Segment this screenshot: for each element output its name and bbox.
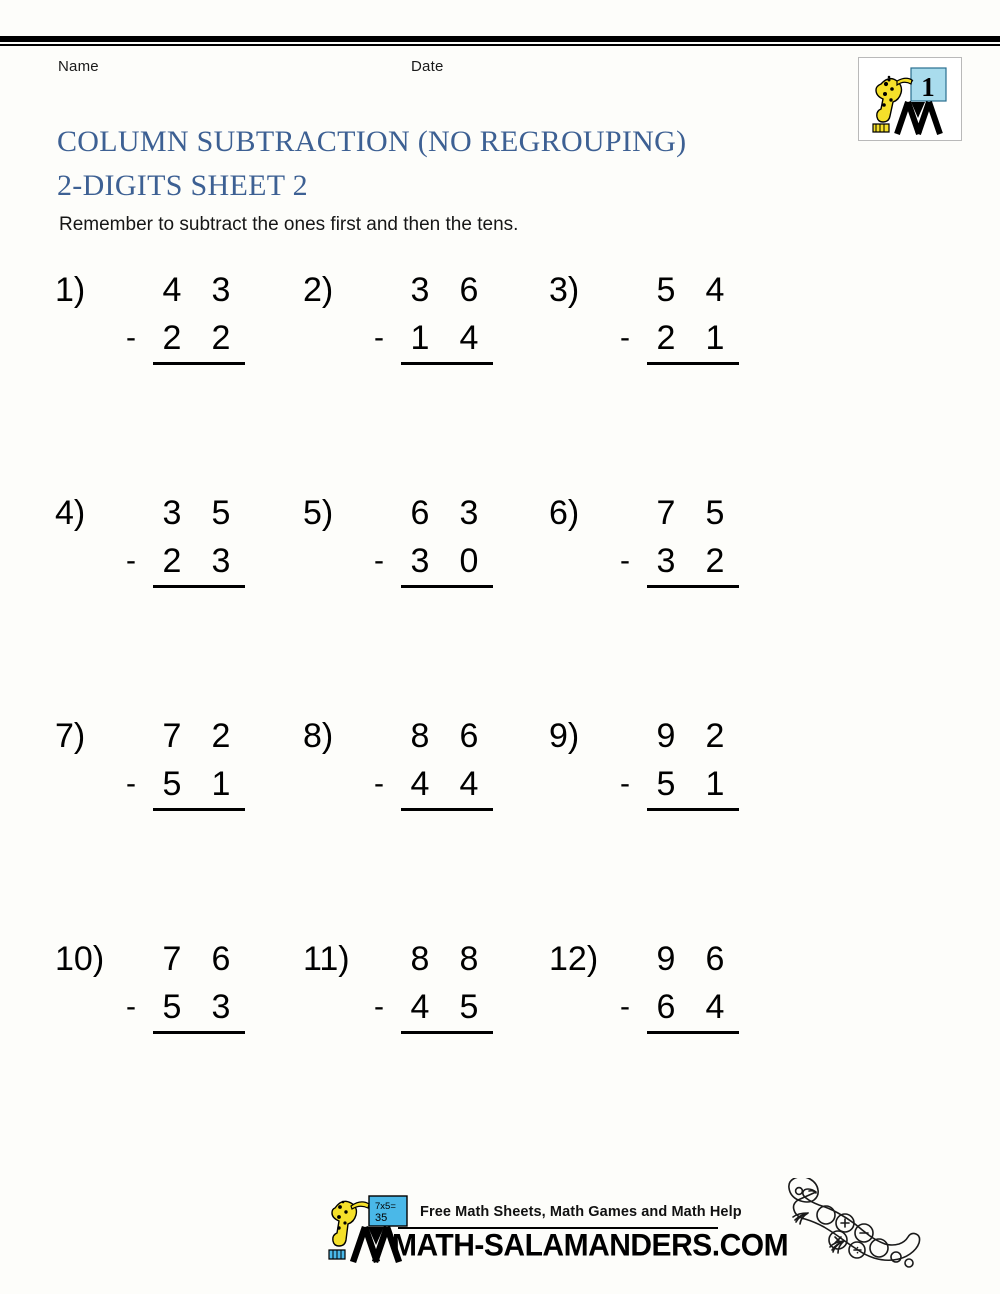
- answer-rule: [153, 362, 245, 365]
- problem-row: [0, 268, 1000, 491]
- problem-item: [55, 491, 305, 611]
- minuend-ones-digit: 2: [211, 717, 231, 755]
- problem-number: 8): [303, 717, 334, 755]
- minuend-row: [407, 714, 503, 762]
- minuend-tens-digit: 3: [162, 494, 182, 532]
- problem-item: [55, 268, 305, 388]
- subtrahend-row: [374, 316, 503, 364]
- minuend-ones-digit: 6: [459, 271, 479, 309]
- minus-operator: -: [620, 544, 630, 577]
- subtrahend-ones-digit: 3: [211, 988, 231, 1026]
- problem-item: [303, 491, 553, 611]
- problem-stack: [126, 714, 255, 810]
- subtrahend-tens-digit: 3: [410, 542, 430, 580]
- minuend-tens-digit: 4: [162, 271, 182, 309]
- minuend-row: [653, 714, 749, 762]
- problem-number: 9): [549, 717, 580, 755]
- subtrahend-row: [620, 762, 749, 810]
- footer-board-line-2: 35: [375, 1212, 388, 1224]
- problem-number: 4): [55, 494, 86, 532]
- minuend-row: [407, 268, 503, 316]
- minuend-tens-digit: 6: [410, 494, 430, 532]
- minuend-tens-digit: 9: [656, 717, 676, 755]
- student-meta-row: [0, 58, 1000, 82]
- problem-stack: [126, 491, 255, 587]
- problem-number: 10): [55, 940, 105, 978]
- problem-number: 2): [303, 271, 334, 309]
- subtrahend-tens-digit: 2: [162, 319, 182, 357]
- minuend-row: [159, 937, 255, 985]
- minuend-ones-digit: 5: [705, 494, 725, 532]
- subtrahend-tens-digit: 3: [656, 542, 676, 580]
- answer-rule: [153, 585, 245, 588]
- worksheet-title-line-2: 2-DIGITS SHEET 2: [57, 169, 308, 202]
- subtrahend-row: [126, 985, 255, 1033]
- problem-stack: [620, 268, 749, 364]
- grade-number-text: 1: [921, 72, 935, 102]
- minuend-row: [653, 491, 749, 539]
- minuend-ones-digit: 8: [459, 940, 479, 978]
- subtrahend-ones-digit: 2: [211, 319, 231, 357]
- minus-operator: -: [620, 990, 630, 1023]
- minuend-row: [407, 937, 503, 985]
- problem-stack: [126, 937, 255, 1033]
- problem-stack: [374, 937, 503, 1033]
- problem-stack: [620, 714, 749, 810]
- problem-number: 1): [55, 271, 86, 309]
- minuend-ones-digit: 3: [211, 271, 231, 309]
- answer-rule: [401, 585, 493, 588]
- subtrahend-tens-digit: 2: [656, 319, 676, 357]
- salamander-outline-icon: [778, 1178, 943, 1273]
- problem-stack: [374, 714, 503, 810]
- subtrahend-ones-digit: 1: [705, 319, 725, 357]
- minuend-row: [159, 491, 255, 539]
- subtrahend-ones-digit: 4: [459, 319, 479, 357]
- minus-operator: -: [126, 767, 136, 800]
- minuend-tens-digit: 8: [410, 940, 430, 978]
- problem-number: 7): [55, 717, 86, 755]
- subtrahend-ones-digit: 1: [705, 765, 725, 803]
- minus-operator: -: [126, 321, 136, 354]
- subtrahend-tens-digit: 2: [162, 542, 182, 580]
- subtrahend-row: [374, 762, 503, 810]
- answer-rule: [647, 585, 739, 588]
- problem-item: [303, 714, 553, 834]
- minuend-row: [653, 937, 749, 985]
- problems-grid: [0, 268, 1000, 1160]
- problem-item: [303, 937, 553, 1057]
- minuend-row: [407, 491, 503, 539]
- answer-rule: [153, 1031, 245, 1034]
- footer-board-line-1: 7x5=: [375, 1201, 396, 1212]
- subtrahend-tens-digit: 1: [410, 319, 430, 357]
- answer-rule: [401, 1031, 493, 1034]
- subtrahend-ones-digit: 4: [705, 988, 725, 1026]
- problem-number: 6): [549, 494, 580, 532]
- problem-item: [55, 937, 305, 1057]
- minus-operator: -: [620, 321, 630, 354]
- minuend-tens-digit: 7: [162, 717, 182, 755]
- minuend-tens-digit: 9: [656, 940, 676, 978]
- minuend-ones-digit: 5: [211, 494, 231, 532]
- date-label: Date: [411, 58, 444, 75]
- subtrahend-ones-digit: 3: [211, 542, 231, 580]
- subtrahend-tens-digit: 6: [656, 988, 676, 1026]
- answer-rule: [647, 362, 739, 365]
- subtrahend-ones-digit: 4: [459, 765, 479, 803]
- subtrahend-row: [620, 985, 749, 1033]
- problem-item: [55, 714, 305, 834]
- minuend-ones-digit: 2: [705, 717, 725, 755]
- top-border-thin-line: [0, 44, 1000, 46]
- minuend-ones-digit: 3: [459, 494, 479, 532]
- minuend-row: [159, 714, 255, 762]
- minus-operator: -: [126, 990, 136, 1023]
- problem-item: [549, 937, 799, 1057]
- subtrahend-tens-digit: 4: [410, 988, 430, 1026]
- minuend-row: [653, 268, 749, 316]
- subtrahend-tens-digit: 5: [656, 765, 676, 803]
- footer-tagline: Free Math Sheets, Math Games and Math Help: [420, 1204, 742, 1220]
- subtrahend-tens-digit: 4: [410, 765, 430, 803]
- subtrahend-row: [374, 985, 503, 1033]
- subtrahend-row: [126, 316, 255, 364]
- subtrahend-ones-digit: 1: [211, 765, 231, 803]
- minuend-ones-digit: 4: [705, 271, 725, 309]
- subtrahend-tens-digit: 5: [162, 765, 182, 803]
- problem-number: 11): [303, 940, 350, 978]
- subtrahend-ones-digit: 2: [705, 542, 725, 580]
- minus-operator: -: [620, 767, 630, 800]
- subtrahend-row: [374, 539, 503, 587]
- subtrahend-row: [126, 539, 255, 587]
- minus-operator: -: [126, 544, 136, 577]
- answer-rule: [401, 362, 493, 365]
- minuend-ones-digit: 6: [459, 717, 479, 755]
- problem-item: [549, 714, 799, 834]
- minuend-row: [159, 268, 255, 316]
- answer-rule: [647, 808, 739, 811]
- problem-number: 3): [549, 271, 580, 309]
- subtrahend-tens-digit: 5: [162, 988, 182, 1026]
- subtrahend-row: [126, 762, 255, 810]
- problem-stack: [374, 491, 503, 587]
- subtrahend-row: [620, 539, 749, 587]
- answer-rule: [647, 1031, 739, 1034]
- subtrahend-ones-digit: 5: [459, 988, 479, 1026]
- subtrahend-row: [620, 316, 749, 364]
- problem-stack: [126, 268, 255, 364]
- problem-item: [549, 268, 799, 388]
- minuend-tens-digit: 5: [656, 271, 676, 309]
- minuend-tens-digit: 7: [162, 940, 182, 978]
- problem-stack: [620, 491, 749, 587]
- problem-item: [549, 491, 799, 611]
- answer-rule: [153, 808, 245, 811]
- minus-operator: -: [374, 767, 384, 800]
- problem-item: [303, 268, 553, 388]
- name-label: Name: [58, 58, 99, 75]
- minuend-tens-digit: 7: [656, 494, 676, 532]
- footer-website-url: MATH-SALAMANDERS.COM: [392, 1228, 789, 1263]
- minus-operator: -: [374, 321, 384, 354]
- minus-operator: -: [374, 544, 384, 577]
- salamander-outline-svg: [778, 1178, 943, 1273]
- subtrahend-ones-digit: 0: [459, 542, 479, 580]
- problem-number: 12): [549, 940, 599, 978]
- problem-row: [0, 491, 1000, 714]
- problem-row: [0, 714, 1000, 937]
- minuend-tens-digit: 3: [410, 271, 430, 309]
- page-top-border: [0, 36, 1000, 47]
- worksheet-title-line-1: COLUMN SUBTRACTION (NO REGROUPING): [57, 125, 687, 158]
- title-block: [57, 120, 877, 240]
- problem-stack: [374, 268, 503, 364]
- problem-row: [0, 937, 1000, 1160]
- minuend-ones-digit: 6: [705, 940, 725, 978]
- minus-operator: -: [374, 990, 384, 1023]
- answer-rule: [401, 808, 493, 811]
- worksheet-instruction: Remember to subtract the ones first and then the tens.: [59, 214, 519, 235]
- minuend-ones-digit: 6: [211, 940, 231, 978]
- problem-stack: [620, 937, 749, 1033]
- problem-number: 5): [303, 494, 334, 532]
- minuend-tens-digit: 8: [410, 717, 430, 755]
